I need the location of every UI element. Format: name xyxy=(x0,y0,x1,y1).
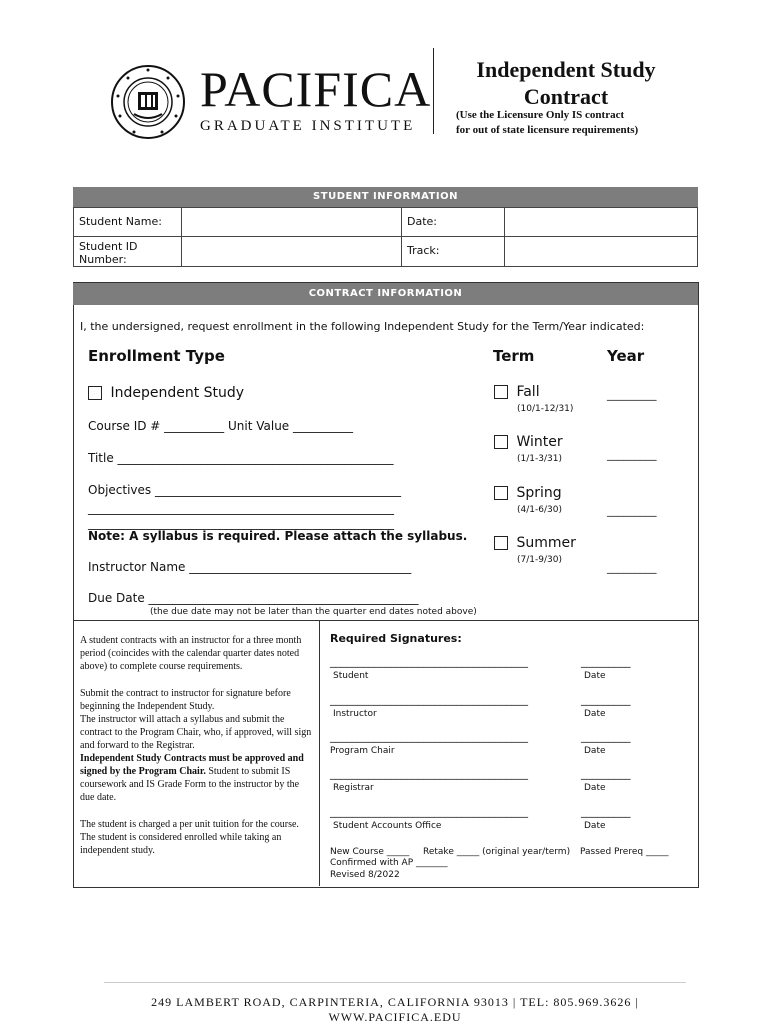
student-info-heading: STUDENT INFORMATION xyxy=(73,187,698,207)
syllabus-note: Note: A syllabus is required. Please attach the syllabus. xyxy=(88,529,468,543)
instructor-signature-line[interactable]: ____________________________________ xyxy=(330,693,528,706)
term-heading: Term xyxy=(493,347,535,365)
registrar-date-line[interactable]: _________ xyxy=(581,767,631,780)
independent-study-label: Independent Study xyxy=(110,385,245,401)
student-signature-line[interactable]: ____________________________________ xyxy=(330,655,528,668)
student-name-label: Student Name: xyxy=(73,207,182,237)
term-spring-checkbox[interactable] xyxy=(494,486,508,500)
logo-subtitle: GRADUATE INSTITUTE xyxy=(200,118,416,134)
title-note-line-2: for out of state licensure requirements) xyxy=(456,124,639,136)
contract-info-heading: CONTRACT INFORMATION xyxy=(73,283,698,305)
independent-study-option[interactable] xyxy=(88,385,244,401)
due-date-note: (the due date may not be later than the quarter end dates noted above) xyxy=(150,607,477,617)
date-label: Date: xyxy=(401,207,505,237)
title-note-line-1: (Use the Licensure Only IS contract xyxy=(456,109,625,121)
instructions-paragraph-2a: Submit the contract to instructor for signature before beginning the Independent Study. xyxy=(80,688,291,712)
registrar-signature-line[interactable]: ____________________________________ xyxy=(330,767,528,780)
title-note xyxy=(456,108,638,138)
pacifica-seal-logo xyxy=(110,64,186,140)
required-signatures-heading: Required Signatures: xyxy=(330,632,462,645)
objectives-line-2[interactable]: ___________________________________________________ xyxy=(88,501,394,515)
instructions-paragraph-1: A student contracts with an instructor for a three month period (coincides with the calendar quarter dates noted above) to complete course requirements. xyxy=(80,635,302,672)
term-winter-label: Winter xyxy=(516,434,563,450)
header-divider xyxy=(433,48,434,134)
year-summer-blank[interactable]: _________ xyxy=(607,561,657,574)
instructions-panel xyxy=(80,634,314,857)
independent-study-checkbox[interactable] xyxy=(88,386,102,400)
confirmed-with-ap-field[interactable]: Confirmed with AP _______ xyxy=(330,858,448,868)
track-field[interactable] xyxy=(504,236,698,267)
contract-intro: I, the undersigned, request enrollment in the following Independent Study for the Term/Year indicated: xyxy=(80,320,645,333)
student-id-label: Student ID Number: xyxy=(73,236,182,267)
term-spring-label: Spring xyxy=(516,485,562,501)
year-fall-blank[interactable]: _________ xyxy=(607,388,657,401)
student-accounts-signature-line[interactable]: ____________________________________ xyxy=(330,805,528,818)
registrar-date-label: Date xyxy=(584,783,606,793)
term-summer-dates: (7/1-9/30) xyxy=(517,555,562,565)
student-id-field[interactable] xyxy=(181,236,402,267)
student-accounts-signature-label: Student Accounts Office xyxy=(333,821,442,831)
instructor-name-line[interactable]: Instructor Name _____________________________________ xyxy=(88,560,412,574)
retake-field[interactable]: Retake _____ (original year/term) xyxy=(423,847,571,857)
track-label: Track: xyxy=(401,236,505,267)
instructor-signature-label: Instructor xyxy=(333,709,377,719)
term-winter-option[interactable] xyxy=(494,434,563,450)
course-id-unit-value-line[interactable]: Course ID # __________ Unit Value __________ xyxy=(88,419,353,433)
objectives-line-1[interactable]: Objectives _________________________________________ xyxy=(88,483,401,497)
program-chair-signature-line[interactable]: ____________________________________ xyxy=(330,730,528,743)
program-chair-signature-label: Program Chair xyxy=(330,746,395,756)
date-field[interactable] xyxy=(504,207,698,237)
instructor-date-line[interactable]: _________ xyxy=(581,693,631,706)
title-line[interactable]: Title ______________________________________________ xyxy=(88,451,394,465)
term-fall-checkbox[interactable] xyxy=(494,385,508,399)
year-heading: Year xyxy=(607,347,645,365)
footer-divider xyxy=(104,982,686,983)
section-divider xyxy=(73,620,698,621)
revised-date: Revised 8/2022 xyxy=(330,870,400,880)
passed-prereq-field[interactable]: Passed Prereq _____ xyxy=(580,847,669,857)
new-course-field[interactable]: New Course _____ xyxy=(330,847,410,857)
student-accounts-date-line[interactable]: _________ xyxy=(581,805,631,818)
logo-wordmark: PACIFICA xyxy=(200,61,432,117)
column-divider xyxy=(319,620,320,886)
year-spring-blank[interactable]: _________ xyxy=(607,504,657,517)
term-fall-dates: (10/1-12/31) xyxy=(517,404,574,414)
term-fall-label: Fall xyxy=(516,384,540,400)
objectives-line-3[interactable]: ___________________________________________________ xyxy=(88,516,394,530)
student-accounts-date-label: Date xyxy=(584,821,606,831)
student-name-field[interactable] xyxy=(181,207,402,237)
term-winter-dates: (1/1-3/31) xyxy=(517,454,562,464)
term-fall-option[interactable] xyxy=(494,384,540,400)
term-winter-checkbox[interactable] xyxy=(494,435,508,449)
student-date-line[interactable]: _________ xyxy=(581,655,631,668)
page-title: Independent Study Contract xyxy=(476,57,656,109)
program-chair-date-line[interactable]: _________ xyxy=(581,730,631,743)
term-summer-checkbox[interactable] xyxy=(494,536,508,550)
due-date-line[interactable]: Due Date _____________________________________________ xyxy=(88,591,419,605)
student-date-label: Date xyxy=(584,671,606,681)
term-summer-label: Summer xyxy=(516,535,576,551)
term-summer-option[interactable] xyxy=(494,535,576,551)
instructions-paragraph-2b: The instructor will attach a syllabus and submit the contract to the Program Chair, who, if approved, will sign and forward to the Registrar. xyxy=(80,714,312,751)
student-signature-label: Student xyxy=(333,671,369,681)
program-chair-date-label: Date xyxy=(584,746,606,756)
term-spring-option[interactable] xyxy=(494,485,562,501)
registrar-signature-label: Registrar xyxy=(333,783,374,793)
instructions-paragraph-2c: Independent Study Contracts must be approved and signed by the Program Chair. xyxy=(80,753,304,777)
footer-contact: 249 LAMBERT ROAD, CARPINTERIA, CALIFORNIA 93013 | TEL: 805.969.3626 | WWW.PACIFICA.EDU xyxy=(151,995,639,1024)
instructor-date-label: Date xyxy=(584,709,606,719)
year-winter-blank[interactable]: _________ xyxy=(607,448,657,461)
instructions-paragraph-2d: Student to submit IS coursework and IS Grade Form to the instructor by the due date. xyxy=(80,766,300,803)
term-spring-dates: (4/1-6/30) xyxy=(517,505,562,515)
enrollment-type-heading: Enrollment Type xyxy=(88,347,225,365)
instructions-paragraph-3: The student is charged a per unit tuition for the course. The student is considered enrolled while taking an independent study. xyxy=(80,819,299,856)
